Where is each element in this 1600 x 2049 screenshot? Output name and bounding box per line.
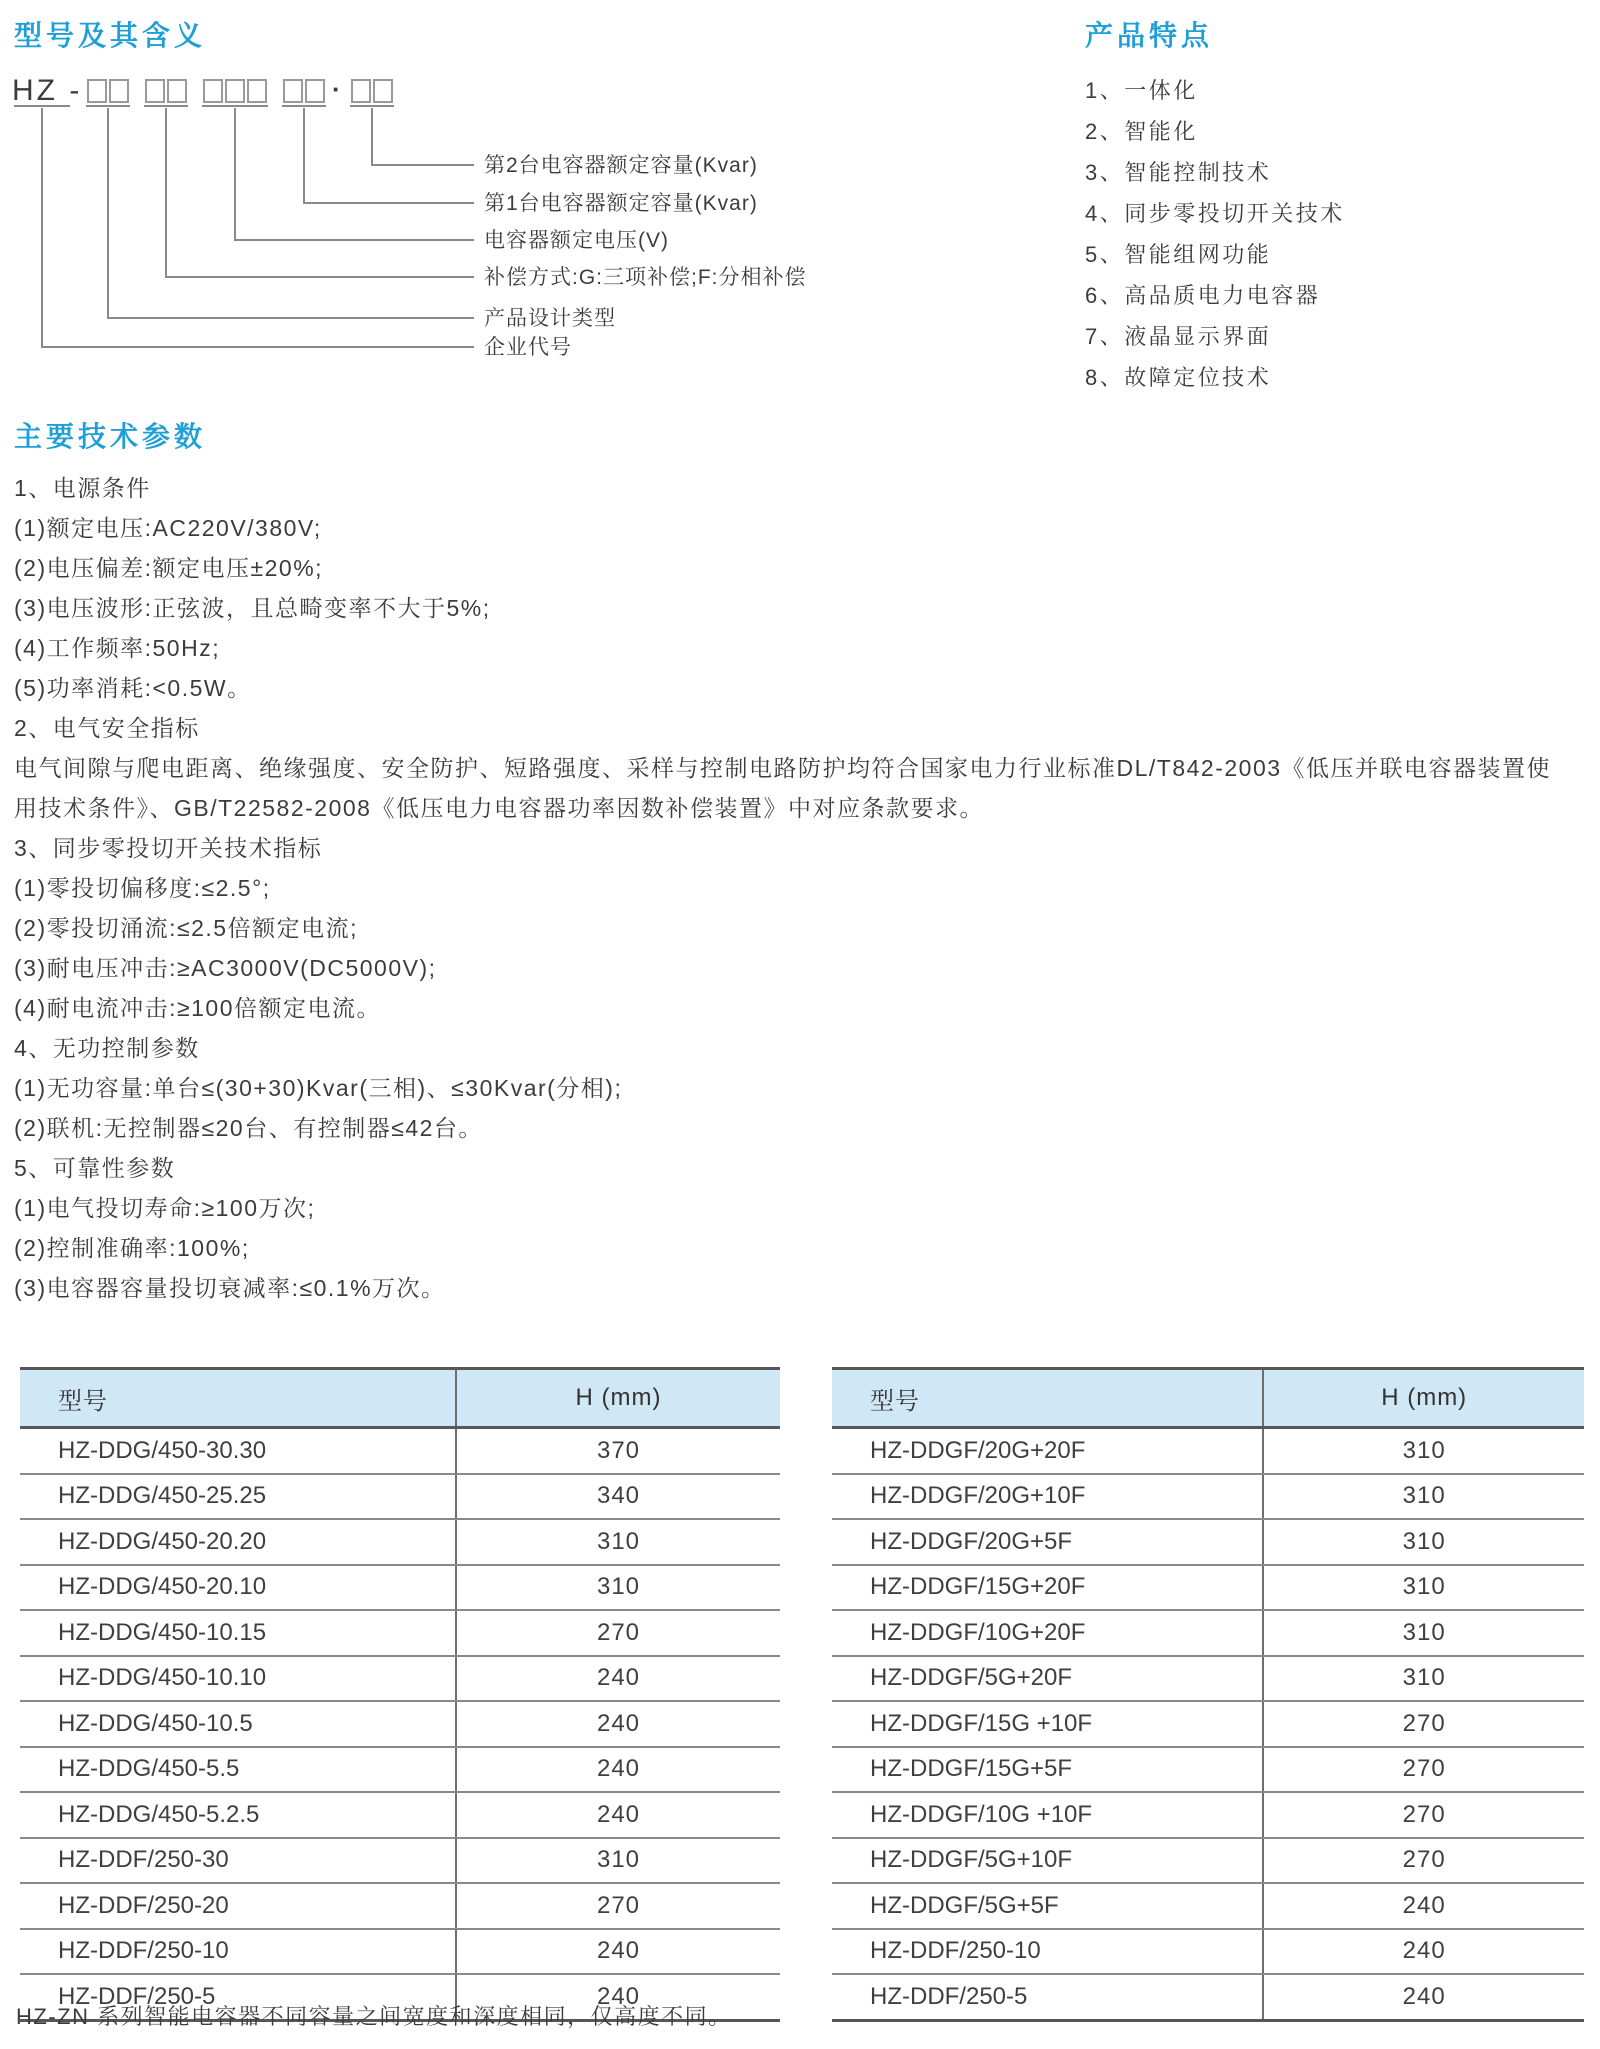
model-cell: HZ-DDG/450-25.25 — [20, 1475, 457, 1519]
tech-param-list — [14, 468, 1574, 1308]
tech-param-line: (2)电压偏差:额定电压±20%; — [14, 555, 324, 581]
table-row — [832, 1839, 1584, 1885]
height-cell: 240 — [1402, 1982, 1446, 2010]
table-row — [20, 1475, 780, 1521]
feature-item: 1、一体化 — [1085, 78, 1198, 103]
table-header-row — [20, 1367, 780, 1429]
tech-param-line: 1、电源条件 — [14, 475, 151, 501]
tech-param-line: 4、无功控制参数 — [14, 1035, 200, 1061]
section-title-tech-params: 主要技术参数 — [14, 421, 207, 452]
model-cell: HZ-DDG/450-5.5 — [20, 1748, 457, 1792]
feature-item: 2、智能化 — [1085, 119, 1198, 144]
table-row — [20, 1884, 780, 1930]
model-cell: HZ-DDGF/10G+20F — [832, 1611, 1264, 1655]
model-cell: HZ-DDG/450-5.2.5 — [20, 1793, 457, 1837]
model-prefix: HZ - — [12, 74, 83, 107]
feature-item: 3、智能控制技术 — [1085, 160, 1272, 185]
tech-param-line: (2)控制准确率:100%; — [14, 1235, 250, 1261]
height-cell: 270 — [596, 1618, 641, 1646]
tech-param-line: 2、电气安全指标 — [14, 715, 200, 741]
table-row — [832, 1611, 1584, 1657]
tech-param-line: 3、同步零投切开关技术指标 — [14, 835, 323, 861]
model-cell: HZ-DDGF/10G +10F — [832, 1793, 1264, 1837]
table-row — [20, 1748, 780, 1794]
column-header-model: 型号 — [20, 1370, 457, 1426]
table-row — [832, 1930, 1584, 1976]
model-cell: HZ-DDG/450-30.30 — [20, 1429, 457, 1473]
diagram-label-design-type: 产品设计类型 — [484, 307, 616, 330]
model-cell: HZ-DDGF/15G +10F — [832, 1702, 1264, 1746]
table-row — [20, 1611, 780, 1657]
tech-param-line: (3)电容器容量投切衰减率:≤0.1%万次。 — [14, 1275, 446, 1301]
diagram-label-cap1: 第1台电容器额定容量(Kvar) — [484, 192, 758, 215]
model-cell: HZ-DDG/450-10.10 — [20, 1657, 457, 1701]
model-cell: HZ-DDGF/15G+20F — [832, 1566, 1264, 1610]
model-cell: HZ-DDF/250-5 — [832, 1975, 1264, 2019]
column-header-height: H (mm) — [575, 1384, 662, 1411]
column-header-height: H (mm) — [1381, 1384, 1468, 1411]
model-cell: HZ-DDGF/5G+10F — [832, 1839, 1264, 1883]
model-dot-separator: · — [332, 74, 341, 104]
feature-item: 6、高品质电力电容器 — [1085, 283, 1321, 308]
feature-item: 7、液晶显示界面 — [1085, 324, 1272, 349]
section-title-model-meaning: 型号及其含义 — [14, 20, 207, 51]
height-cell: 240 — [596, 1937, 641, 1965]
table-row — [832, 1702, 1584, 1748]
table-row — [20, 1657, 780, 1703]
height-cell: 310 — [1402, 1664, 1446, 1692]
feature-item: 5、智能组网功能 — [1085, 242, 1272, 267]
table-row — [20, 1839, 780, 1885]
height-cell: 240 — [596, 1982, 641, 2010]
model-number-diagram — [4, 60, 1004, 370]
model-cell: HZ-DDF/250-5 — [20, 1975, 457, 2019]
model-cell: HZ-DDF/250-10 — [20, 1930, 457, 1974]
tech-param-line: 5、可靠性参数 — [14, 1155, 176, 1181]
column-header-model: 型号 — [832, 1370, 1264, 1426]
table-row — [20, 1793, 780, 1839]
diagram-connectors — [42, 108, 474, 347]
section-title-features: 产品特点 — [1085, 20, 1214, 51]
model-cell: HZ-DDGF/5G+20F — [832, 1657, 1264, 1701]
model-cell: HZ-DDGF/5G+5F — [832, 1884, 1264, 1928]
height-cell: 270 — [1402, 1755, 1446, 1783]
height-cell: 310 — [1402, 1436, 1446, 1464]
height-cell: 270 — [1402, 1709, 1446, 1737]
height-cell: 240 — [1402, 1891, 1446, 1919]
model-cell: HZ-DDF/250-20 — [20, 1884, 457, 1928]
model-digit-boxes — [88, 80, 392, 102]
table-row — [832, 1566, 1584, 1612]
diagram-label-voltage: 电容器额定电压(V) — [484, 229, 669, 252]
spec-table-left — [20, 1367, 780, 2022]
height-cell: 240 — [596, 1664, 641, 1692]
model-cell: HZ-DDGF/20G+5F — [832, 1520, 1264, 1564]
height-cell: 310 — [596, 1573, 641, 1601]
table-row — [20, 1429, 780, 1475]
model-cell: HZ-DDGF/20G+20F — [832, 1429, 1264, 1473]
table-body — [20, 1429, 780, 2019]
height-cell: 310 — [1402, 1573, 1446, 1601]
height-cell: 240 — [596, 1755, 641, 1783]
table-row — [20, 1520, 780, 1566]
height-cell: 310 — [596, 1846, 641, 1874]
model-cell: HZ-DDGF/15G+5F — [832, 1748, 1264, 1792]
model-cell: HZ-DDF/250-30 — [20, 1839, 457, 1883]
tech-param-line: (2)零投切涌流:≤2.5倍额定电流; — [14, 915, 358, 941]
height-cell: 240 — [596, 1800, 641, 1828]
tech-param-line: (1)零投切偏移度:≤2.5°; — [14, 875, 271, 901]
table-row — [832, 1657, 1584, 1703]
spec-table-right — [832, 1367, 1584, 2022]
tech-param-line: (5)功率消耗:<0.5W。 — [14, 675, 252, 701]
model-cell: HZ-DDG/450-10.5 — [20, 1702, 457, 1746]
diagram-labels — [484, 154, 807, 359]
height-cell: 310 — [1402, 1482, 1446, 1510]
height-cell: 240 — [1402, 1937, 1446, 1965]
diagram-label-cap2: 第2台电容器额定容量(Kvar) — [484, 154, 758, 177]
model-cell: HZ-DDG/450-10.15 — [20, 1611, 457, 1655]
table-row — [832, 1429, 1584, 1475]
series-footnote: HZ-ZN 系列智能电容器不同容量之间宽度和深度相同，仅高度不同。 — [16, 2004, 732, 2029]
height-cell: 310 — [1402, 1527, 1446, 1555]
height-cell: 370 — [596, 1436, 641, 1464]
table-row — [20, 1702, 780, 1748]
height-cell: 240 — [596, 1709, 641, 1737]
table-row — [832, 1793, 1584, 1839]
model-cell: HZ-DDG/450-20.20 — [20, 1520, 457, 1564]
tech-param-line: (1)无功容量:单台≤(30+30)Kvar(三相)、≤30Kvar(分相); — [14, 1075, 623, 1101]
table-row — [832, 1748, 1584, 1794]
height-cell: 340 — [596, 1482, 641, 1510]
tech-param-line: (1)电气投切寿命:≥100万次; — [14, 1195, 316, 1221]
height-cell: 270 — [1402, 1846, 1446, 1874]
diagram-label-company-code: 企业代号 — [484, 336, 572, 359]
tech-param-line: (3)耐电压冲击:≥AC3000V(DC5000V); — [14, 955, 437, 981]
table-row — [832, 1884, 1584, 1930]
height-cell: 270 — [596, 1891, 641, 1919]
height-cell: 310 — [596, 1527, 641, 1555]
model-cell: HZ-DDG/450-20.10 — [20, 1566, 457, 1610]
table-row — [20, 1930, 780, 1976]
table-row — [832, 1520, 1584, 1566]
feature-item: 4、同步零投切开关技术 — [1085, 201, 1345, 226]
tech-param-line: (3)电压波形:正弦波，且总畸变率不大于5%; — [14, 595, 491, 621]
feature-item: 8、故障定位技术 — [1085, 365, 1272, 390]
height-cell: 310 — [1402, 1618, 1446, 1646]
tech-param-line: (2)联机:无控制器≤20台、有控制器≤42台。 — [14, 1115, 483, 1141]
feature-list — [1085, 70, 1345, 398]
tech-param-line: 电气间隙与爬电距离、绝缘强度、安全防护、短路强度、采样与控制电路防护均符合国家电力行业标准DL/T842-2003《低压并联电容器装置使用技术条件》、GB/T22582-2008《低压电力电容器功率因数补偿装置》中对应条款要求。 — [14, 755, 1552, 821]
diagram-label-comp-mode: 补偿方式:G:三项补偿;F:分相补偿 — [484, 266, 807, 289]
tech-param-line: (4)工作频率:50Hz; — [14, 635, 221, 661]
tech-param-line: (4)耐电流冲击:≥100倍额定电流。 — [14, 995, 381, 1021]
tech-param-line: (1)额定电压:AC220V/380V; — [14, 515, 322, 541]
table-row — [20, 1566, 780, 1612]
model-cell: HZ-DDGF/20G+10F — [832, 1475, 1264, 1519]
table-header-row — [832, 1367, 1584, 1429]
table-body — [832, 1429, 1584, 2019]
table-row — [832, 1975, 1584, 2019]
table-row — [832, 1475, 1584, 1521]
model-cell: HZ-DDF/250-10 — [832, 1930, 1264, 1974]
height-cell: 270 — [1402, 1800, 1446, 1828]
